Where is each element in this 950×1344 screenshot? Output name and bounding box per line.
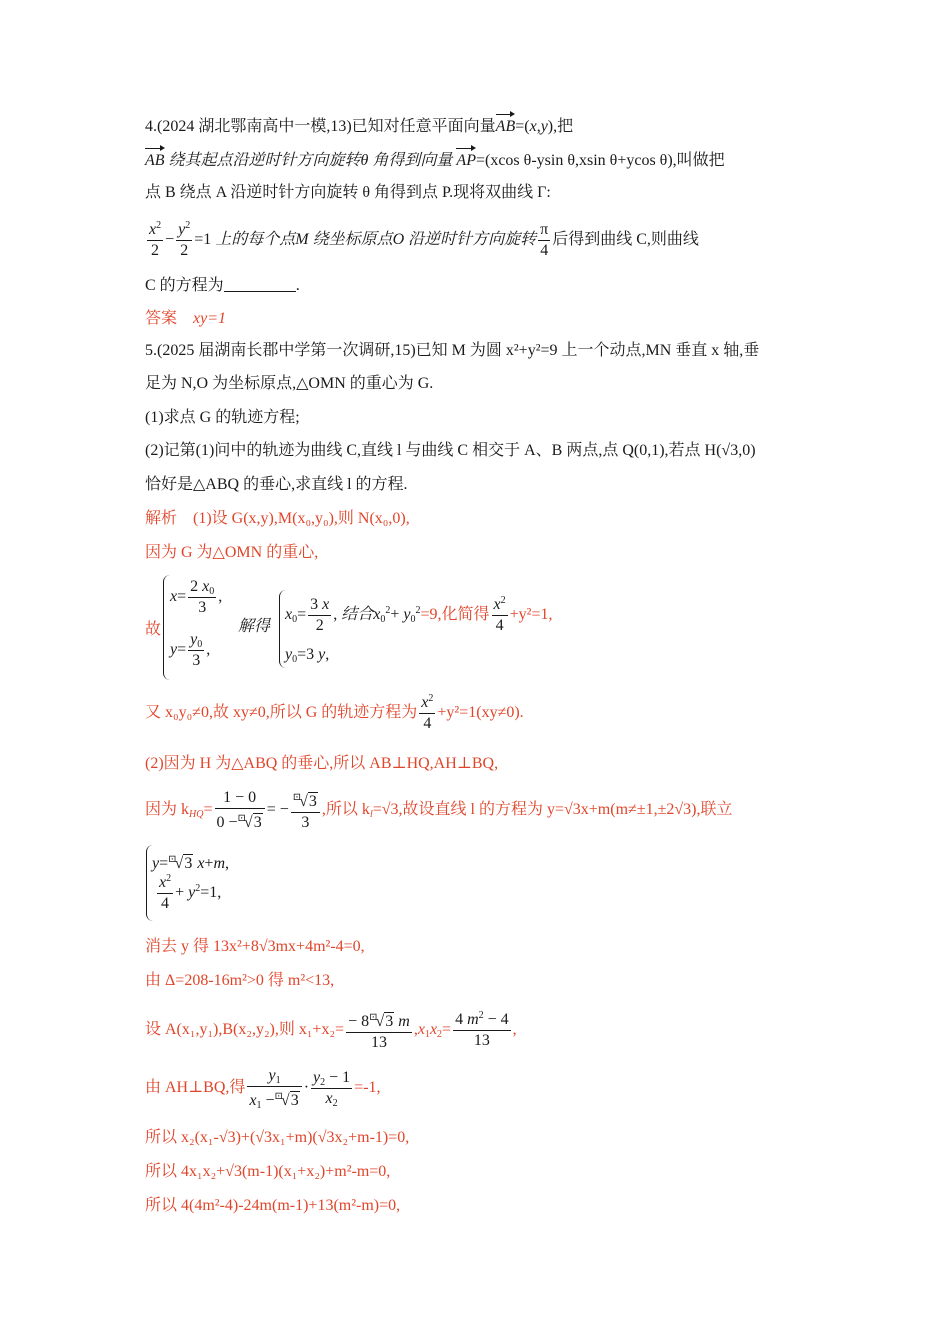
sol-line11: 所以 x₂(x₁-√3)+(√3x₁+m)(√3x₂+m-1)=0, — [145, 1129, 410, 1146]
system2-row2: $y_0=3$ y, — [285, 646, 330, 665]
sol-line12: 所以 4x₁x₂+√3(m-1)(x₁+x₂)+m²-m=0, — [145, 1163, 391, 1180]
sol-line2: 因为 G 为△OMN 的重心, — [145, 544, 319, 561]
q4-line2-text: =(xcos θ-ysin θ,xsin θ+ycos θ),叫做把 — [475, 152, 725, 169]
system3-row1: y=⊡√3 x+m, — [152, 854, 230, 872]
answer-value: xy=1 — [193, 310, 227, 327]
system2-row1: $x_0=$ $\frac{3 x}{2}$ , 结合$x_0^2+ y_0^2=9$,化简得 $\frac{x^2}{4}$ +y²=1, — [285, 595, 553, 634]
q4-answer — [145, 309, 226, 329]
sol-line9: 设 A(x₁,y₁),B(x₂,y₂),则 x₁+x₂= $\frac{- 8^⊡√3 m}{13}$ $,x_1x_2=$ $\frac{4 m^2 - 4}{13}$ , — [145, 1010, 517, 1051]
answer-label: 答案 — [145, 310, 178, 327]
sol-line13: 所以 4(4m²-4)-24m(m-1)+13(m²-m)=0, — [145, 1197, 401, 1214]
sol-s4-head: 又 x₀y₀≠0,故 xy≠0,所以 G 的轨迹方程为 — [145, 704, 418, 722]
sol-s6-tail: ,故设直线 l 的方程为 y=√3x+m(m≠±1,±2√3),联立 — [398, 801, 733, 819]
q5-line5: 恰好是△ABQ 的垂心,求直线 l 的方程. — [145, 476, 408, 493]
q4-line3: 点 B 绕点 A 沿逆时针方向旋转 θ 角得到点 P.现将双曲线 Γ: — [145, 184, 551, 201]
system3-row2: $\frac{x^2}{4}$ + $y^2=1$, — [159, 873, 222, 912]
brace-1 — [163, 575, 170, 680]
q4-line2: AB 绕其起点沿逆时针方向旋转θ 角得到向量 AP=(xcos θ-ysin θ,xsin θ+ycos θ),叫做把 — [145, 152, 725, 169]
solution-label: 解析 — [145, 510, 178, 527]
sol-s9-head: 设 A(x₁,y₁),B(x₂,y₂),则 x₁+x₂= — [145, 1021, 345, 1039]
q4-line1: 4.(2024 湖北鄂南高中一模,13)已知对任意平面向量AB=(x,y),把 — [145, 118, 574, 135]
q5-line4: (2)记第(1)问中的轨迹为曲线 C,直线 l 与曲线 C 相交于 A、B 两点,点 Q(0,1),若点 H(√3,0) — [145, 442, 756, 459]
sol-line6: 因为 $k_{HQ}=$ $\frac{1 - 0}{0 -^⊡√3}$ = − $\frac{^⊡√3}{3}$ ,所以 $k_l=√3$,故设直线 l 的方程为 y=√3x+m(m≠±1,±2√3),联立 — [145, 789, 733, 831]
q4-line5: C 的方程为 . — [145, 277, 300, 294]
sol-line4: 又 x₀y₀≠0,故 xy≠0,所以 G 的轨迹方程为 $\frac{x^2}{4}$ +y²=1(xy≠0). — [145, 693, 524, 732]
sol-s6-head: 因为 k — [145, 801, 190, 819]
sol-s10-tail: =-1, — [354, 1079, 381, 1097]
q4-line1-text: 4.(2024 湖北鄂南高中一模,13)已知对任意平面向量 — [145, 118, 496, 135]
sol-s3-tail: =9,化简得 — [420, 606, 490, 624]
vector-ab: AB — [495, 118, 516, 135]
sol-line8: 由 Δ=208-16m²>0 得 m²<13, — [145, 972, 335, 989]
system1-row1: x= $\frac{2 x_0}{3}$ , — [170, 578, 223, 616]
sol-line7: 消去 y 得 13x²+8√3mx+4m²-4=0, — [145, 938, 365, 955]
sol-line10: 由 AH⊥BQ,得 $\frac{y_1}{x_1 -^⊡√3}$ · $\frac{y_2 - 1}{x_2}$ =-1, — [145, 1067, 381, 1111]
q4-line5-text: C 的方程为 — [145, 277, 224, 294]
sol-s3-end: +y²=1, — [509, 606, 553, 624]
sol-s4-tail: +y²=1(xy≠0). — [437, 704, 524, 722]
q5-line1: 5.(2025 届湖南长郡中学第一次调研,15)已知 M 为圆 x²+y²=9 上一个动点,MN 垂直 x 轴,垂 — [145, 342, 760, 359]
q5-line2: 足为 N,O 为坐标原点,△OMN 的重心为 G. — [145, 375, 434, 392]
sol-s10-head: 由 AH⊥BQ,得 — [145, 1079, 246, 1097]
answer-blank — [224, 277, 296, 292]
sol-jiede: 解得 — [238, 618, 271, 635]
sol-line5: (2)因为 H 为△ABQ 的垂心,所以 AB⊥HQ,AH⊥BQ, — [145, 755, 499, 772]
sol-gu: 故 — [145, 621, 162, 638]
system1-row2: y= $\frac{y_0}{3}$ , — [170, 631, 211, 669]
q5-line3: (1)求点 G 的轨迹方程; — [145, 409, 300, 426]
sol-s1: (1)设 G(x,y),M(x₀,y₀),则 N(x₀,0), — [193, 510, 410, 527]
sol-line1 — [145, 509, 410, 529]
q4-line4: $\frac{x^2}{2}$ − $\frac{y^2}{2}$ =1 上的每个点M 绕坐标原点O 沿逆时针方向旋转 $\frac{\pi}{4}$ 后得到曲线 C,则曲线 — [149, 220, 699, 259]
q4-line4-text: 后得到曲线 C,则曲线 — [552, 231, 699, 249]
sol-s6-mid: ,所以 k — [321, 801, 370, 819]
